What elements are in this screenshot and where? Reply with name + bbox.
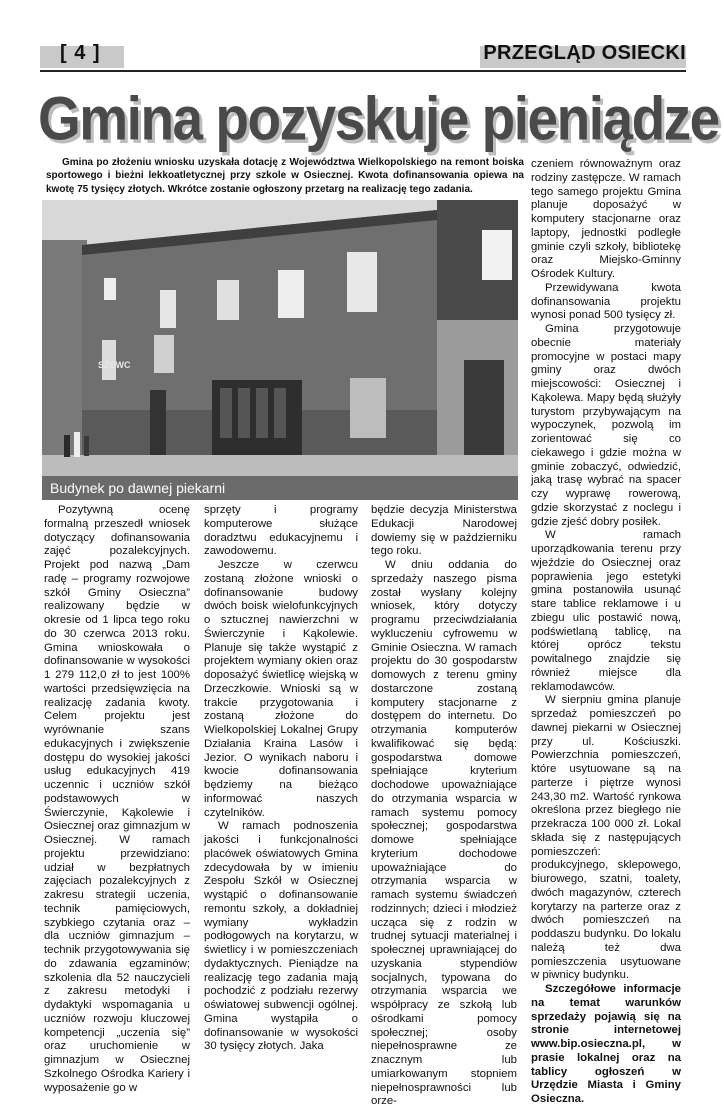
article-photo bbox=[42, 200, 518, 500]
article-headline: Gmina pozyskuje pieniądze bbox=[38, 83, 719, 154]
column-2-paragraph-3: W ramach podnoszenia jakości i funkcjonalności placówek oświatowych Gmina zdecydowała by w imieniu Zespołu Szkół w Osiecznej wystąpić o dofinansowanie remontu szkoły, a dokładniej wymiany wykładzin podłogowych na korytarzu, w świetlicy i w pomieszczeniach dydaktycznych. Pieniądze na realizację tego zadania mają pochodzić z podziału rezerwy oświatowej subwencji ogólnej. Gmina wystąpiła o dofinansowanie w wysokości 30 tysięcy złotych. Jaka bbox=[204, 820, 358, 1053]
building-photo-illustration bbox=[42, 200, 518, 500]
photo-sign: SZEWC bbox=[98, 360, 131, 370]
column-4-paragraph-2: Przewidywana kwota dofinansowania projektu wynosi ponad 500 tysięcy zł. bbox=[531, 281, 681, 322]
article-column-1 bbox=[44, 504, 190, 1095]
column-4-paragraph-4: W ramach uporządkowania terenu przy wjeździe do Osiecznej oraz poprawienia jego estetyki gmina postanowiła usunąć stare tablice reklamowe i u zbiegu ulic postawić nową, podświetlaną tablicę, na której oprócz tekstu powitalnego znajdzie się również miejsce dla reklamodawców. bbox=[531, 529, 681, 693]
column-1-paragraph: Pozytywną ocenę formalną przeszedł wniosek dotyczący dofinansowania zajęć pozalekcyjnych. Projekt pod nazwą „Dam radę – programy rozwojowe szkół Gminy Osieczna” realizowany będzie w okresie od 1 lipca tego roku do 30 czerwca 2013 roku. Gmina wnioskowała o dofinansowanie w wysokości 1 279 112,0 zł to jest 100% wartości przedsięwzięcia na realizację zadania kwoty. Celem projektu jest wyrównanie szans edukacyjnych i zwiększenie dostępu do wysokiej jakości usług edukacyjnych 419 uczennic i uczniów szkół podstawowych w Świerczynie, Kąkolewie i Osiecznej oraz gimnazjum w Osiecznej. W ramach projektu przewidziano: udział w bezpłatnych zajęciach pozalekcyjnych z zakresu strategii uczenia, technik pamięciowych, szybkiego czytania oraz – dla uczniów gimnazjum – technik przygotowywania się do zdawania egzaminów; szkolenia dla 52 nauczycieli z zakresu metodyki i dydaktyki wspomagania u uczniów rozwoju kluczowej kompetencji „uczenia się” oraz uruchomienie w gimnazjum w Osiecznej Szkolnego Ośrodka Kariery i wyposażenie go w bbox=[44, 504, 190, 1094]
closing-note: Szczegółowe informacje na temat warunków sprzedaży pojawią się na stronie internetowej www.bip.osieczna.pl, w prasie lokalnej oraz na tablicy ogłoszeń w Urzędzie Miasta i Gminy Osieczna. bbox=[531, 983, 681, 1105]
column-3-paragraph-1: będzie decyzja Ministerstwa Edukacji Narodowej dowiemy się w październiku tego roku. bbox=[371, 504, 517, 558]
column-4-paragraph-5: W sierpniu gmina planuje sprzedaż pomieszczeń po dawnej piekarni w Osiecznej przy ul. Kościuszki. Powierzchnia pomieszczeń, które usytuowane są na parterze i piętrze wynosi 243,30 m2. Wartość rynkowa określona przez biegłego nie przekracza 100 000 zł. Lokal składa się z następujących pomieszczeń: produkcyjnego, sklepowego, biurowego, szatni, toalety, dwóch magazynów, czterech korytarzy na parterze oraz z dwóch pomieszczeń na poddaszu budynku. Do lokalu należą też dwa pomieszczenia usytuowane w piwnicy budynku. bbox=[531, 694, 681, 982]
article-column-2 bbox=[204, 504, 358, 1054]
column-4-paragraph-3: Gmina przygotowuje obecnie materiały promocyjne w postaci mapy gminy oraz dwóch miejscowości: Osiecznej i Kąkolewa. Mapy będą służyły turystom przybywającym na wypoczynek, pozwolą im zorientować się co ciekawego i gdzie można w gminie zobaczyć, odwiedzić, jaką trasę wybrać na spacer czy wyprawę rowerową, gdzie skorzystać z noclegu i gdzie zjeść dobry posiłek. bbox=[531, 323, 681, 528]
article-lead: Gmina po złożeniu wniosku uzyskała dotację z Województwa Wielkopolskiego na remont boiska sportowego i bieżni lekkoatletycznej przy szkole w Osiecznej. Kwota dofinansowania opiewa na kwotę 75 tysięcy złotych. Wkrótce zostanie ogłoszony przetarg na realizację tego zadania. bbox=[46, 157, 524, 195]
page-header bbox=[40, 40, 686, 72]
column-4-paragraph-1: czeniem równoważnym oraz rodziny zastępcze. W ramach tego samego projektu Gmina planuje doposażyć w komputery stacjonarne oraz laptopy, jednostki podległe gminie czyli szkoły, bibliotekę oraz Miejsko-Gminny Ośrodek Kultury. bbox=[531, 158, 681, 280]
column-2-paragraph-1: sprzęty i programy komputerowe służące doradztwu edukacyjnemu i zawodowemu. bbox=[204, 504, 358, 558]
column-3-paragraph-2: W dniu oddania do sprzedaży naszego pisma został wysłany kolejny wniosek, który dotyczy programu przeciwdziałania wykluczeniu cyfrowemu w Gminie Osieczna. W ramach projektu do 30 gospodarstw domowych z terenu gminy dostarczone zostaną komputery stacjonarne z dostępem do internetu. Do otrzymania komputerów kwalifikować się będą: gospodarstwa domowe spełniające kryterium dochodowe upoważniające do otrzymania wsparcia w ramach systemu pomocy społecznej; gospodarstwa domowe spełniające kryterium dochodowe upoważniające do otrzymania wsparcia w ramach systemu świadczeń rodzinnych; dzieci i młodzież ucząca się z rodzin w trudnej sytuacji materialnej i społecznej uprawniającej do uzyskania stypendiów socjalnych, typowana do otrzymania wsparcia we współpracy ze szkołą lub ośrodkami pomocy społecznej; osoby niepełnosprawne ze znacznym lub umiarkowanym stopniem niepełnosprawności lub orze- bbox=[371, 559, 517, 1108]
column-2-paragraph-2: Jeszcze w czerwcu zostaną złożone wnioski o dofinansowanie budowy dwóch boisk wielofunkcyjnych o sztucznej nawierzchni w Świerczynie i Kąkolewie. Planuje się także wystąpić z projektem wymiany okien oraz doposażyć świetlicę wiejską w Drzeczkowie. Wnioski są w trakcie przygotowania i zostaną złożone do Wielkopolskiej Lokalnej Grupy Działania Kraina Lasów i Jezior. O wynikach naboru i kwocie dofinansowania będziemy na bieżąco informować naszych czytelników. bbox=[204, 559, 358, 819]
publication-title: PRZEGLĄD OSIECKI bbox=[483, 42, 686, 64]
photo-caption: Budynek po dawnej piekarni bbox=[42, 476, 518, 500]
header-rule bbox=[40, 70, 686, 72]
page-number: [ 4 ] bbox=[60, 42, 101, 64]
article-column-4 bbox=[531, 158, 681, 1107]
article-column-3 bbox=[371, 504, 517, 1109]
